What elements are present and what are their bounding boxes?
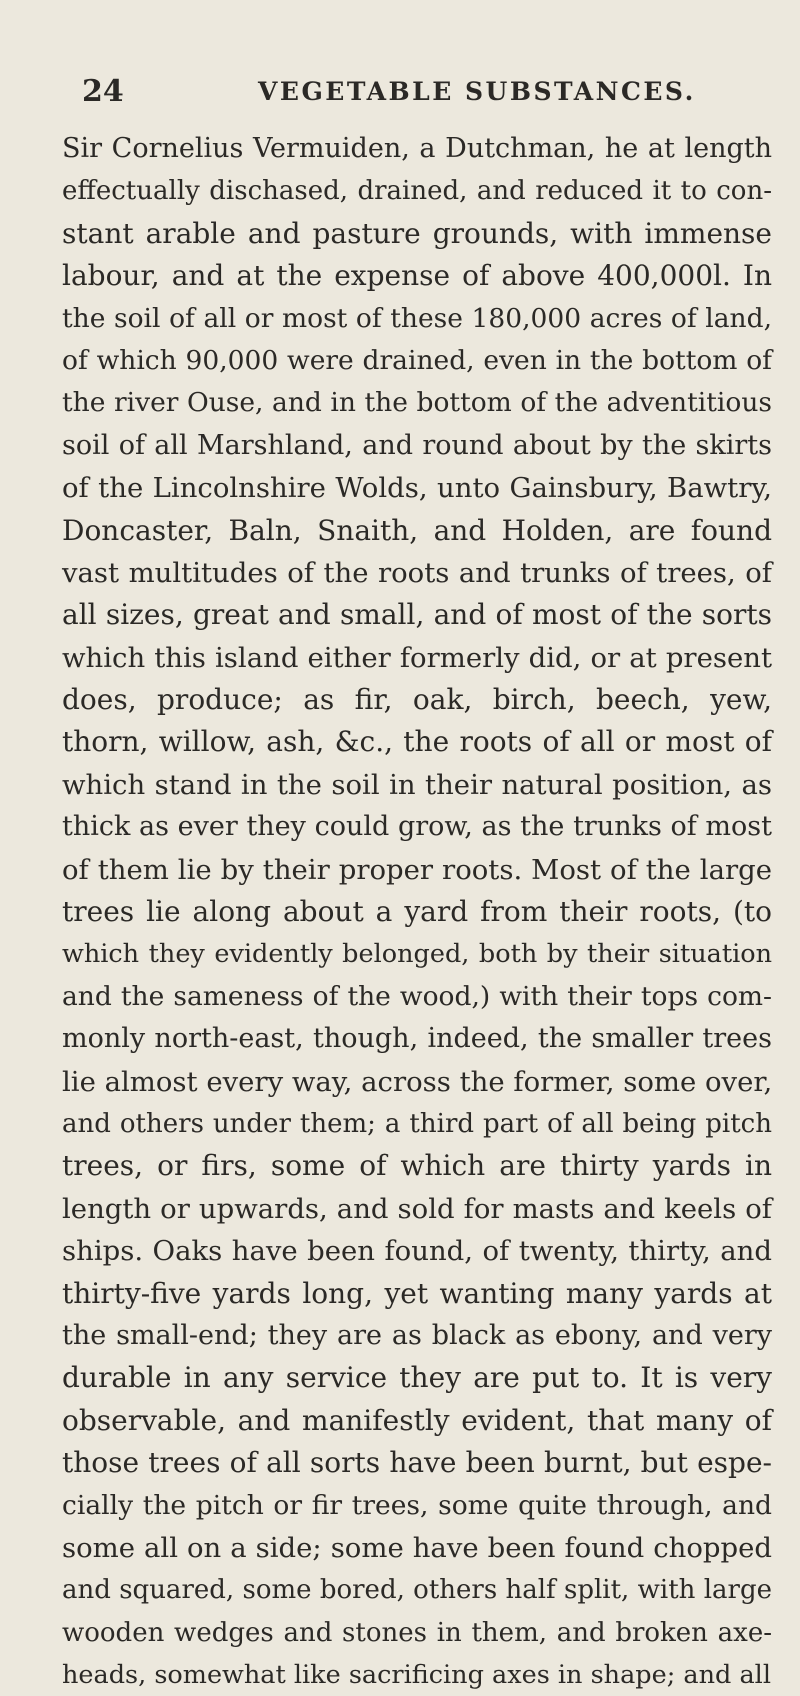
text-line: thirty-five yards long, yet wanting many yards at	[62, 1276, 772, 1310]
text-line: labour, and at the expense of above 400,000l. In	[62, 259, 772, 293]
text-line: vast multitudes of the roots and trunks of trees, of	[62, 556, 772, 589]
text-line: those trees of all sorts have been burnt, but espe-	[62, 1446, 772, 1480]
text-line: and squared, some bored, others half split, with large	[62, 1575, 772, 1606]
text-line: thick as ever they could grow, as the trunks of most	[62, 811, 772, 843]
text-line: all sizes, great and small, and of most of the sorts	[62, 598, 772, 632]
text-line: the soil of all or most of these 180,000 acres of land,	[62, 302, 772, 334]
text-line: stant arable and pasture grounds, with immense	[62, 216, 772, 250]
page-number: 24	[82, 74, 124, 109]
text-line: of the Lincolnshire Wolds, unto Gainsbury, Bawtry,	[62, 472, 772, 505]
text-line: soil of all Marshland, and round about by the skirts	[62, 429, 772, 461]
text-line: and others under them; a third part of all being pitch	[62, 1108, 772, 1139]
text-line: of them lie by their proper roots. Most of the large	[62, 853, 772, 886]
text-line: which they evidently belonged, both by their situation	[62, 939, 772, 970]
text-line: which stand in the soil in their natural position, as	[62, 768, 772, 801]
text-line: some all on a side; some have been found chopped	[62, 1531, 772, 1564]
text-line: does, produce; as fir, oak, birch, beech, yew,	[62, 683, 772, 717]
text-line: of which 90,000 were drained, even in the bottom of	[62, 344, 772, 376]
text-line: cially the pitch or fir trees, some quite through, and	[62, 1489, 772, 1521]
text-line: the small-end; they are as black as ebony, and very	[62, 1319, 772, 1351]
text-line: heads, somewhat like sacrificing axes in shape; and all	[62, 1660, 771, 1691]
text-line: ships. Oaks have been found, of twenty, thirty, and	[62, 1235, 772, 1268]
text-line: wooden wedges and stones in them, and broken axe-	[62, 1617, 772, 1648]
text-line: monly north-east, though, indeed, the smaller trees	[62, 1023, 772, 1055]
text-line: durable in any service they are put to. It is very	[62, 1361, 772, 1395]
text-line: which this island either formerly did, or at present	[62, 641, 772, 674]
text-line: length or upwards, and sold for masts and keels of	[62, 1192, 772, 1225]
running-head: VEGETABLE SUBSTANCES.	[258, 77, 696, 106]
text-line: effectually dischased, drained, and reduced it to con-	[62, 176, 772, 207]
text-line: trees, or firs, some of which are thirty yards in	[62, 1149, 772, 1183]
text-line: the river Ouse, and in the bottom of the adventitious	[62, 387, 772, 419]
text-line: trees lie along about a yard from their roots, (to	[62, 895, 772, 929]
page-header	[0, 74, 800, 110]
body-text	[62, 128, 772, 1696]
text-line: lie almost every way, across the former, some over,	[62, 1065, 773, 1098]
text-line: and the sameness of the wood,) with their tops com-	[62, 980, 772, 1012]
text-line: Sir Cornelius Vermuiden, a Dutchman, he at length	[62, 133, 772, 164]
text-line: Doncaster, Baln, Snaith, and Holden, are found	[62, 513, 772, 547]
text-line: thorn, willow, ash, &c., the roots of all or most of	[62, 725, 772, 759]
text-line: observable, and manifestly evident, that many of	[62, 1403, 772, 1437]
